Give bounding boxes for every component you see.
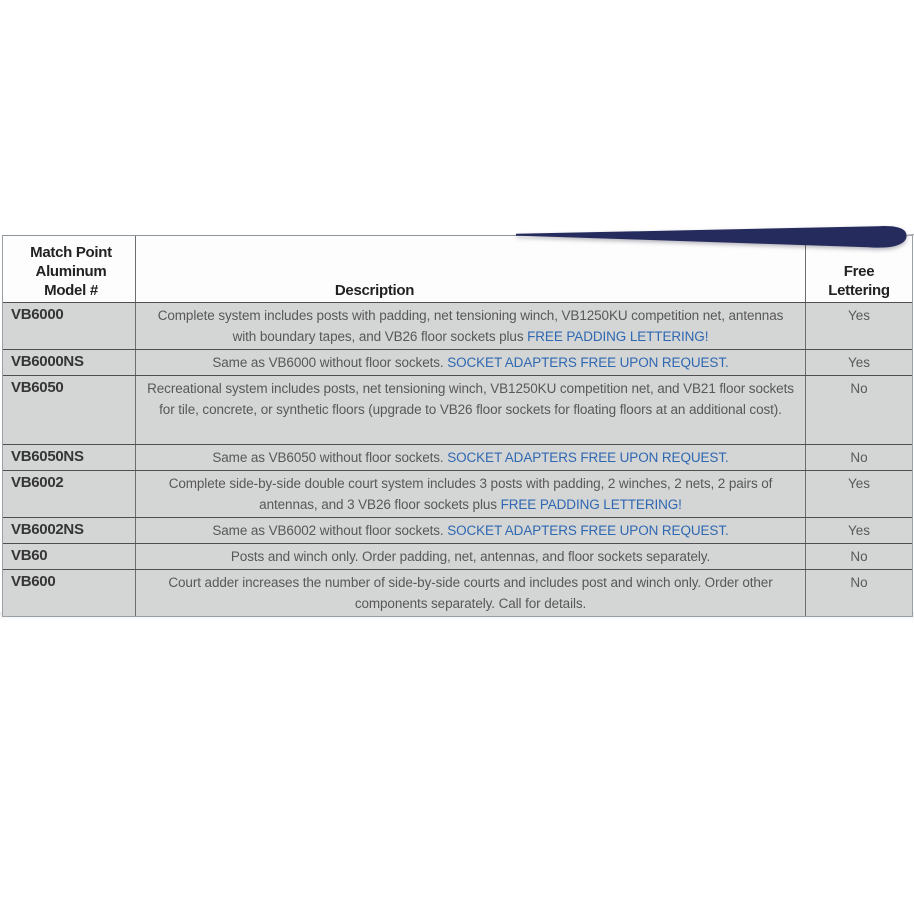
swoosh-shape xyxy=(516,226,907,248)
description-text: Same as VB6050 without floor sockets. xyxy=(212,450,448,465)
description-cell xyxy=(136,376,806,444)
description-text: Complete side-by-side double court system includes 3 posts with padding, 2 winches, 2 nets, 2 pairs of antennas, and 3 VB26 floor sockets plus xyxy=(168,476,773,512)
table-row xyxy=(3,470,912,517)
description-highlight: SOCKET ADAPTERS FREE UPON REQUEST. xyxy=(447,355,729,370)
table-row xyxy=(3,375,912,444)
model-cell: VB600 xyxy=(3,570,136,616)
description-cell xyxy=(136,570,806,616)
description-text: Complete system includes posts with padding, net tensioning winch, VB1250KU competition net, antennas with boundary tapes, and VB26 floor sockets plus xyxy=(157,308,784,344)
free-lettering-cell: Yes xyxy=(847,308,871,323)
description-cell xyxy=(136,471,806,517)
table-row xyxy=(3,569,912,616)
header-free-line1: Free xyxy=(843,263,875,280)
table-row xyxy=(3,543,912,569)
description-text: Recreational system includes posts, net tensioning winch, VB1250KU competition net, and VB21 floor sockets for tile, concrete, or synthetic floors (upgrade to VB26 floor sockets for floating floors at an additional cost). xyxy=(147,381,794,417)
free-lettering-cell: Yes xyxy=(847,476,871,491)
description-cell xyxy=(136,518,806,543)
table-row xyxy=(3,517,912,543)
model-cell: VB6002NS xyxy=(3,518,136,543)
header-model-line1: Match Point xyxy=(30,244,112,261)
free-lettering-cell: No xyxy=(850,575,868,590)
swoosh-decoration xyxy=(0,208,914,260)
table-row xyxy=(3,444,912,470)
description-cell xyxy=(136,303,806,349)
description-highlight: SOCKET ADAPTERS FREE UPON REQUEST. xyxy=(447,523,729,538)
description-text: Same as VB6002 without floor sockets. xyxy=(212,523,448,538)
description-highlight: FREE PADDING LETTERING! xyxy=(527,329,709,344)
description-highlight: SOCKET ADAPTERS FREE UPON REQUEST. xyxy=(447,450,729,465)
model-cell: VB6000 xyxy=(3,303,136,349)
model-cell: VB60 xyxy=(3,544,136,569)
header-description-label: Description xyxy=(334,282,415,299)
header-free-line2: Lettering xyxy=(828,282,890,299)
model-cell: VB6002 xyxy=(3,471,136,517)
description-cell xyxy=(136,544,806,569)
model-cell: VB6050NS xyxy=(3,445,136,470)
free-lettering-cell: Yes xyxy=(847,523,871,538)
product-table xyxy=(2,235,913,617)
description-text: Same as VB6000 without floor sockets. xyxy=(212,355,448,370)
free-lettering-cell: No xyxy=(850,450,868,465)
description-highlight: FREE PADDING LETTERING! xyxy=(500,497,682,512)
free-lettering-cell: No xyxy=(850,381,868,396)
header-model-line2: Aluminum xyxy=(35,263,107,280)
description-cell xyxy=(136,350,806,375)
model-cell: VB6000NS xyxy=(3,350,136,375)
description-cell xyxy=(136,445,806,470)
header-model-line3: Model # xyxy=(44,282,98,299)
description-text: Posts and winch only. Order padding, net, antennas, and floor sockets separately. xyxy=(230,549,711,564)
description-text: Court adder increases the number of side-by-side courts and includes post and winch only. Order other components separately. Call for details. xyxy=(168,575,773,611)
table-row xyxy=(3,349,912,375)
free-lettering-cell: Yes xyxy=(847,355,871,370)
free-lettering-cell: No xyxy=(850,549,868,564)
table-row xyxy=(3,302,912,349)
model-cell: VB6050 xyxy=(3,376,136,444)
